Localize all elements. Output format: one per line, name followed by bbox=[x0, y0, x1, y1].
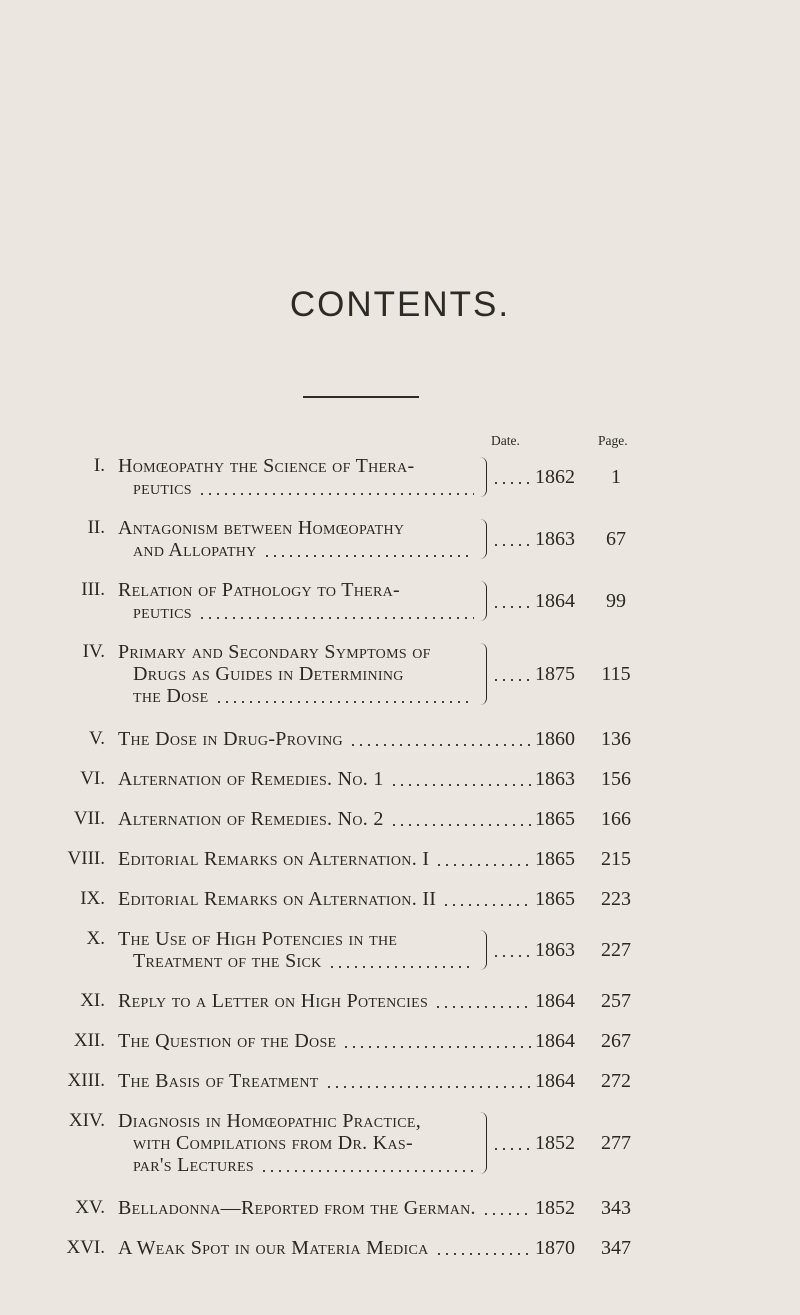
leader-dots bbox=[325, 1070, 531, 1092]
entry-date: 1863 bbox=[535, 528, 575, 550]
entry-page: 166 bbox=[601, 808, 631, 830]
entry-title-line: Editorial Remarks on Alternation. II bbox=[118, 888, 437, 910]
toc-entry bbox=[0, 848, 800, 870]
entry-title-line: Relation of Pathology to Thera- bbox=[118, 579, 401, 601]
entry-title-line: and Allopathy bbox=[133, 539, 257, 561]
entry-page: 277 bbox=[601, 1132, 631, 1154]
leader-dots bbox=[328, 950, 474, 972]
entry-title-line: Antagonism between Homœopathy bbox=[118, 517, 405, 539]
entry-date: 1864 bbox=[535, 1070, 575, 1092]
entry-page: 156 bbox=[601, 768, 631, 790]
toc-entry bbox=[0, 641, 800, 707]
leader-dots bbox=[482, 1197, 531, 1219]
entry-number: I. bbox=[93, 455, 105, 476]
leader-dots bbox=[435, 1237, 531, 1259]
entry-title-line: Editorial Remarks on Alternation. I bbox=[118, 848, 430, 870]
leader-dots bbox=[492, 1132, 531, 1154]
right-brace bbox=[478, 457, 487, 497]
leader-dots bbox=[492, 939, 531, 961]
leader-dots bbox=[342, 1030, 531, 1052]
entry-number: XVI. bbox=[66, 1237, 105, 1258]
leader-dots bbox=[492, 528, 531, 550]
entry-date: 1852 bbox=[535, 1132, 575, 1154]
toc-entry bbox=[0, 928, 800, 972]
entry-title-line: Treatment of the Sick bbox=[133, 950, 322, 972]
leader-dots bbox=[390, 808, 531, 830]
right-brace bbox=[478, 519, 487, 559]
entry-title-line: Alternation of Remedies. No. 1 bbox=[118, 768, 384, 790]
toc-entry bbox=[0, 1197, 800, 1219]
leader-dots bbox=[434, 990, 531, 1012]
title-divider bbox=[303, 396, 419, 398]
toc-entry bbox=[0, 579, 800, 623]
entry-page: 99 bbox=[606, 590, 626, 612]
entry-title-line: Reply to a Letter on High Potencies bbox=[118, 990, 429, 1012]
entry-title-line: The Dose in Drug-Proving bbox=[118, 728, 343, 750]
right-brace bbox=[478, 643, 487, 705]
entry-title-line: par's Lectures bbox=[133, 1154, 254, 1176]
entry-date: 1863 bbox=[535, 768, 575, 790]
entry-page: 67 bbox=[606, 528, 626, 550]
leader-dots bbox=[492, 590, 531, 612]
toc-entry bbox=[0, 888, 800, 910]
entry-number: XIV. bbox=[68, 1110, 105, 1131]
entry-title-line: Drugs as Guides in Determining bbox=[133, 663, 404, 685]
entry-title-line: Homœopathy the Science of Thera- bbox=[118, 455, 415, 477]
entry-page: 223 bbox=[601, 888, 631, 910]
entry-page: 1 bbox=[611, 466, 621, 488]
entry-number: XV. bbox=[75, 1197, 105, 1218]
entry-number: VIII. bbox=[67, 848, 105, 869]
right-brace bbox=[478, 1112, 487, 1174]
entry-title-line: Diagnosis in Homœopathic Practice, bbox=[118, 1110, 422, 1132]
entry-page: 257 bbox=[601, 990, 631, 1012]
entry-number: XI. bbox=[80, 990, 105, 1011]
entry-title-line: with Compilations from Dr. Kas- bbox=[133, 1132, 413, 1154]
entry-number: VI. bbox=[80, 768, 105, 789]
entry-title-line: The Use of High Potencies in the bbox=[118, 928, 398, 950]
date-column-header: Date. bbox=[491, 433, 520, 448]
toc-entry bbox=[0, 990, 800, 1012]
entry-date: 1870 bbox=[535, 1237, 575, 1259]
leader-dots bbox=[198, 477, 474, 499]
entry-date: 1865 bbox=[535, 888, 575, 910]
entry-date: 1865 bbox=[535, 848, 575, 870]
entry-number: IX. bbox=[80, 888, 105, 909]
leader-dots bbox=[260, 1154, 474, 1176]
entry-date: 1864 bbox=[535, 590, 575, 612]
leader-dots bbox=[198, 601, 474, 623]
entry-title-line: peutics bbox=[133, 601, 192, 623]
entry-number: III. bbox=[81, 579, 105, 600]
entry-date: 1862 bbox=[535, 466, 575, 488]
entry-number: II. bbox=[87, 517, 105, 538]
toc-entry bbox=[0, 1110, 800, 1176]
toc-entry bbox=[0, 728, 800, 750]
page-title: CONTENTS. bbox=[289, 285, 511, 324]
entry-page: 115 bbox=[601, 663, 631, 685]
toc-entry bbox=[0, 1070, 800, 1092]
leader-dots bbox=[349, 728, 531, 750]
toc-entry bbox=[0, 768, 800, 790]
entry-page: 215 bbox=[601, 848, 631, 870]
entry-date: 1875 bbox=[535, 663, 575, 685]
entry-page: 343 bbox=[601, 1197, 631, 1219]
toc-entry bbox=[0, 1237, 800, 1259]
entry-date: 1863 bbox=[535, 939, 575, 961]
entry-number: XII. bbox=[73, 1030, 105, 1051]
entry-title-line: The Question of the Dose bbox=[118, 1030, 337, 1052]
toc-entry bbox=[0, 808, 800, 830]
right-brace bbox=[478, 581, 487, 621]
leader-dots bbox=[263, 539, 474, 561]
entry-number: X. bbox=[86, 928, 105, 949]
entry-page: 267 bbox=[601, 1030, 631, 1052]
entry-number: IV. bbox=[82, 641, 105, 662]
entry-date: 1865 bbox=[535, 808, 575, 830]
entry-title-line: peutics bbox=[133, 477, 192, 499]
leader-dots bbox=[442, 888, 531, 910]
entry-title-line: Belladonna—Reported from the German. bbox=[118, 1197, 476, 1219]
entry-date: 1864 bbox=[535, 990, 575, 1012]
entry-title-line: Primary and Secondary Symptoms of bbox=[118, 641, 431, 663]
entry-page: 136 bbox=[601, 728, 631, 750]
leader-dots bbox=[215, 685, 474, 707]
entry-title-line: The Basis of Treatment bbox=[118, 1070, 319, 1092]
toc-entry bbox=[0, 517, 800, 561]
entry-title-line: A Weak Spot in our Materia Medica bbox=[118, 1237, 429, 1259]
leader-dots bbox=[492, 663, 531, 685]
entry-title-line: the Dose bbox=[133, 685, 209, 707]
entry-date: 1864 bbox=[535, 1030, 575, 1052]
entry-number: V. bbox=[88, 728, 105, 749]
entry-number: VII. bbox=[73, 808, 105, 829]
leader-dots bbox=[435, 848, 531, 870]
right-brace bbox=[478, 930, 487, 970]
toc-entry bbox=[0, 455, 800, 499]
leader-dots bbox=[390, 768, 531, 790]
entry-page: 272 bbox=[601, 1070, 631, 1092]
entry-page: 227 bbox=[601, 939, 631, 961]
leader-dots bbox=[492, 466, 531, 488]
toc-entry bbox=[0, 1030, 800, 1052]
page-column-header: Page. bbox=[598, 433, 628, 448]
entry-date: 1860 bbox=[535, 728, 575, 750]
entry-page: 347 bbox=[601, 1237, 631, 1259]
entry-number: XIII. bbox=[67, 1070, 105, 1091]
entry-date: 1852 bbox=[535, 1197, 575, 1219]
entry-title-line: Alternation of Remedies. No. 2 bbox=[118, 808, 384, 830]
